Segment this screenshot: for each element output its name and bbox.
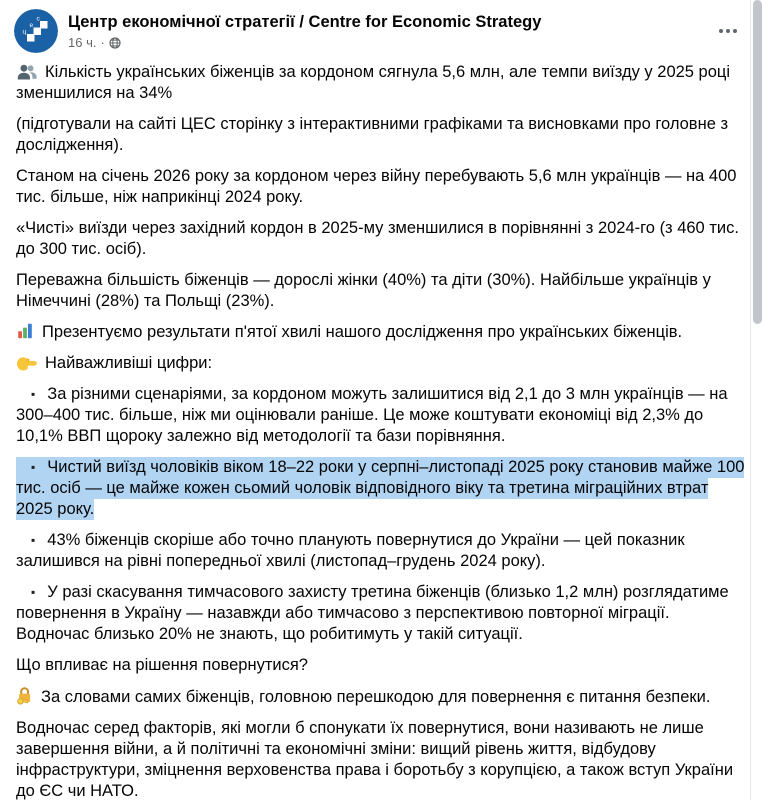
highlighted-text-span [16, 457, 744, 520]
paragraph-span [16, 583, 729, 643]
paragraph-text: Презентуємо результати п'ятої хвилі нашого дослідження про українських біженців. [42, 323, 683, 341]
paragraph-text: Водночас серед факторів, які могли б спонукати їх повернутися, вони називають не лише завершення війни, а й політичні та економічні зміни: вищий рівень життя, відбудову інфраструктури, зміцнення верховенства права і боротьбу з корупцією, а також вступ України до ЄС чи НАТО. [16, 719, 734, 800]
ces-logo-avatar[interactable] [14, 9, 58, 53]
paragraph-span [16, 167, 736, 206]
paragraph-text: 43% біженців скоріше або точно планують повернутися до України — цей показник залишився на рівні попередньої хвилі (листопад–грудень 2024 року). [16, 531, 685, 570]
paragraph-span [16, 656, 308, 674]
post-body [0, 55, 769, 800]
svg-text:е: е [29, 22, 34, 29]
post-paragraph [16, 530, 745, 572]
post-paragraph [16, 353, 745, 374]
post-paragraph [16, 62, 745, 104]
page-name-link[interactable]: Центр економічної стратегії / Centre for Economic Strategy [68, 13, 542, 31]
paragraph-text: «Чисті» виїзди через західний кордон в 2025-му зменшилися в порівнянні з 2024-го (з 460 тис. до 300 тис. осіб). [16, 219, 739, 258]
paragraph-span [16, 531, 685, 570]
paragraph-span [16, 688, 710, 706]
post-paragraph [16, 718, 745, 800]
paragraph-span [16, 323, 682, 341]
square-bullet: ▪ [31, 533, 36, 547]
post-paragraph [16, 582, 745, 645]
paragraph-span [16, 219, 739, 258]
paragraph-span [16, 115, 728, 154]
paragraph-span [16, 354, 212, 372]
svg-text:с: с [36, 15, 40, 23]
paragraph-text: За різними сценаріями, за кордоном можуть залишитися від 2,1 до 3 млн українців — на 300–400 тис. більше, ніж ми оцінювали раніше. Це може коштувати економіці від 2,3% до 10,1% ВВП щороку залежно від методології та бази порівняння. [16, 385, 728, 445]
pointing-right-icon [16, 356, 37, 371]
paragraph-text: За словами самих біженців, головною перешкодою для повернення є питання безпеки. [41, 688, 711, 706]
paragraph-span [16, 271, 711, 310]
square-bullet: ▪ [31, 460, 36, 474]
svg-text:ц: ц [22, 28, 27, 36]
paragraph-span [16, 385, 728, 445]
timestamp-link[interactable]: 16 ч. [68, 35, 97, 50]
lock-key-icon [16, 686, 33, 705]
paragraph-text: У разі скасування тимчасового захисту третина біженців (близько 1,2 млн) розглядатиме повернення в Україну — назавжди або тимчасово з перспективою повторної міграції. Водночас близько 20% не знають, що робитимуть у такій ситуації. [16, 583, 729, 643]
post-paragraph [16, 384, 745, 447]
post-paragraph [16, 655, 745, 676]
globe-icon [109, 37, 121, 49]
post-paragraph [16, 322, 745, 343]
paragraph-text: (підготували на сайті ЦЕС сторінку з інтерактивними графіками та висновками про головне з дослідження). [16, 115, 729, 154]
bar-chart-icon [16, 322, 34, 340]
paragraph-text: Чистий виїзд чоловіків віком 18–22 роки у серпні–листопаді 2025 року становив майже 100 тис. осіб — це майже кожен сьомий чоловік відповідного віку та третина міграційних втрат 2025 року. [16, 458, 745, 518]
paragraph-text: Станом на січень 2026 року за кордоном через війну перебувають 5,6 млн українців — на 400 тис. більше, ніж наприкінці 2024 року. [16, 167, 737, 206]
busts-icon [16, 63, 37, 80]
post-paragraph [16, 457, 745, 520]
post-paragraph [16, 114, 745, 156]
post-meta [68, 35, 541, 50]
square-bullet: ▪ [31, 585, 36, 599]
scrollbar-thumb[interactable] [753, 0, 762, 324]
paragraph-text: Найважливіші цифри: [45, 354, 213, 372]
more-options-button[interactable] [713, 20, 743, 42]
paragraph-text: Що впливає на рішення повернутися? [16, 656, 308, 674]
post-header [0, 0, 769, 55]
paragraph-span [16, 719, 733, 800]
post-paragraph [16, 166, 745, 208]
header-text [68, 9, 541, 50]
paragraph-text: Кількість українських біженців за кордоном сягнула 5,6 млн, але темпи виїзду у 2025 році зменшилися на 34% [16, 63, 731, 102]
post-paragraph [16, 218, 745, 260]
post-paragraph [16, 270, 745, 312]
post-paragraph [16, 686, 745, 708]
paragraph-text: Переважна більшість біженців — дорослі жінки (40%) та діти (30%). Найбільше українців у Німеччині (28%) та Польщі (23%). [16, 271, 711, 310]
square-bullet: ▪ [31, 387, 36, 401]
paragraph-span [16, 63, 730, 102]
ellipsis-icon [719, 29, 737, 33]
meta-separator: · [100, 35, 105, 50]
